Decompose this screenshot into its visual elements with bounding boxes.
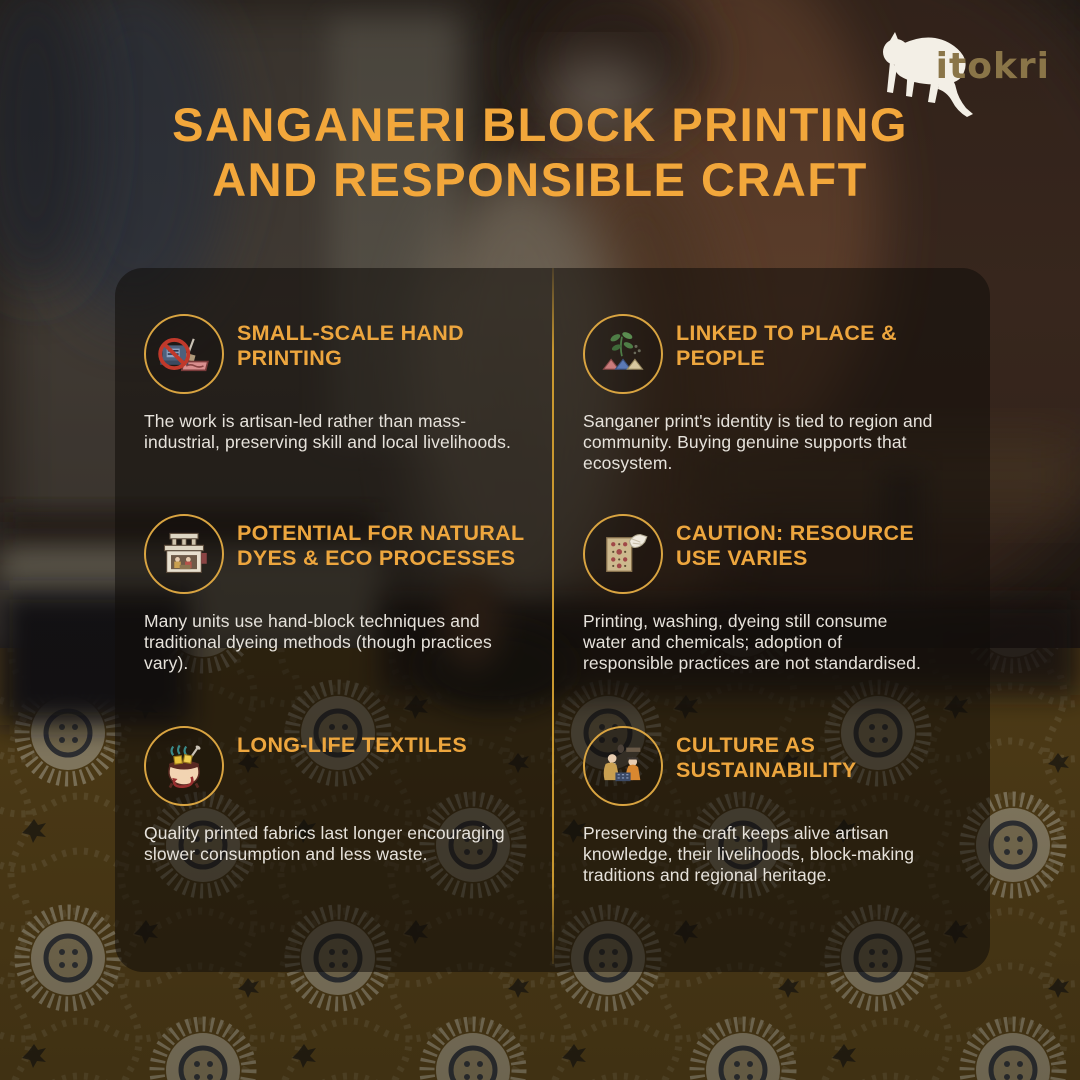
vertical-divider [552, 268, 554, 964]
place-and-people-icon [597, 328, 649, 380]
icon-ring [144, 726, 224, 806]
card-body: Printing, washing, dyeing still consume water and chemicals; adoption of responsible practices are not standardised. [583, 611, 921, 674]
page-title [0, 98, 1080, 208]
card-body: Sanganer print's identity is tied to region and community. Buying genuine supports that ecosystem. [583, 411, 933, 474]
card-natural-dyes-eco-processes [115, 514, 553, 726]
no-machine-hand-printing-icon [158, 328, 210, 380]
card-body: The work is artisan-led rather than mass-industrial, preserving skill and local livelihoods. [144, 411, 511, 453]
card-body: Preserving the craft keeps alive artisan knowledge, their livelihoods, block-making traditions and regional heritage. [583, 823, 915, 886]
card-title: LONG-LIFE TEXTILES [237, 733, 467, 757]
dye-pot-icon [158, 740, 210, 792]
card-title: CULTURE AS SUSTAINABILITY [676, 733, 857, 782]
card-title: CAUTION: RESOURCE USE VARIES [676, 521, 915, 570]
icon-ring [583, 514, 663, 594]
card-title: SMALL-SCALE HAND PRINTING [237, 321, 464, 370]
card-resource-use-varies [553, 514, 990, 726]
card-culture-as-sustainability [553, 726, 990, 972]
two-artisans-icon [597, 740, 649, 792]
brand-logo [936, 46, 1050, 87]
card-linked-to-place-people [553, 314, 990, 514]
icon-ring [144, 314, 224, 394]
card-title: LINKED TO PLACE & PEOPLE [676, 321, 897, 370]
hand-holding-fabric-icon [597, 528, 649, 580]
card-title: POTENTIAL FOR NATURAL DYES & ECO PROCESSES [237, 521, 524, 570]
card-body: Quality printed fabrics last longer encouraging slower consumption and less waste. [144, 823, 505, 865]
icon-ring [144, 514, 224, 594]
workshop-building-icon [158, 528, 210, 580]
icon-ring [583, 726, 663, 806]
card-long-life-textiles [115, 726, 553, 972]
icon-ring [583, 314, 663, 394]
brand-logo-text: itokri [935, 46, 1050, 87]
page-title-line1: SANGANERI BLOCK PRINTING [172, 98, 908, 151]
card-small-scale-hand-printing [115, 314, 553, 514]
card-body: Many units use hand-block techniques and traditional dyeing methods (though practices vary). [144, 611, 492, 674]
page-title-line2: AND RESPONSIBLE CRAFT [212, 152, 868, 206]
info-panel [115, 268, 990, 972]
